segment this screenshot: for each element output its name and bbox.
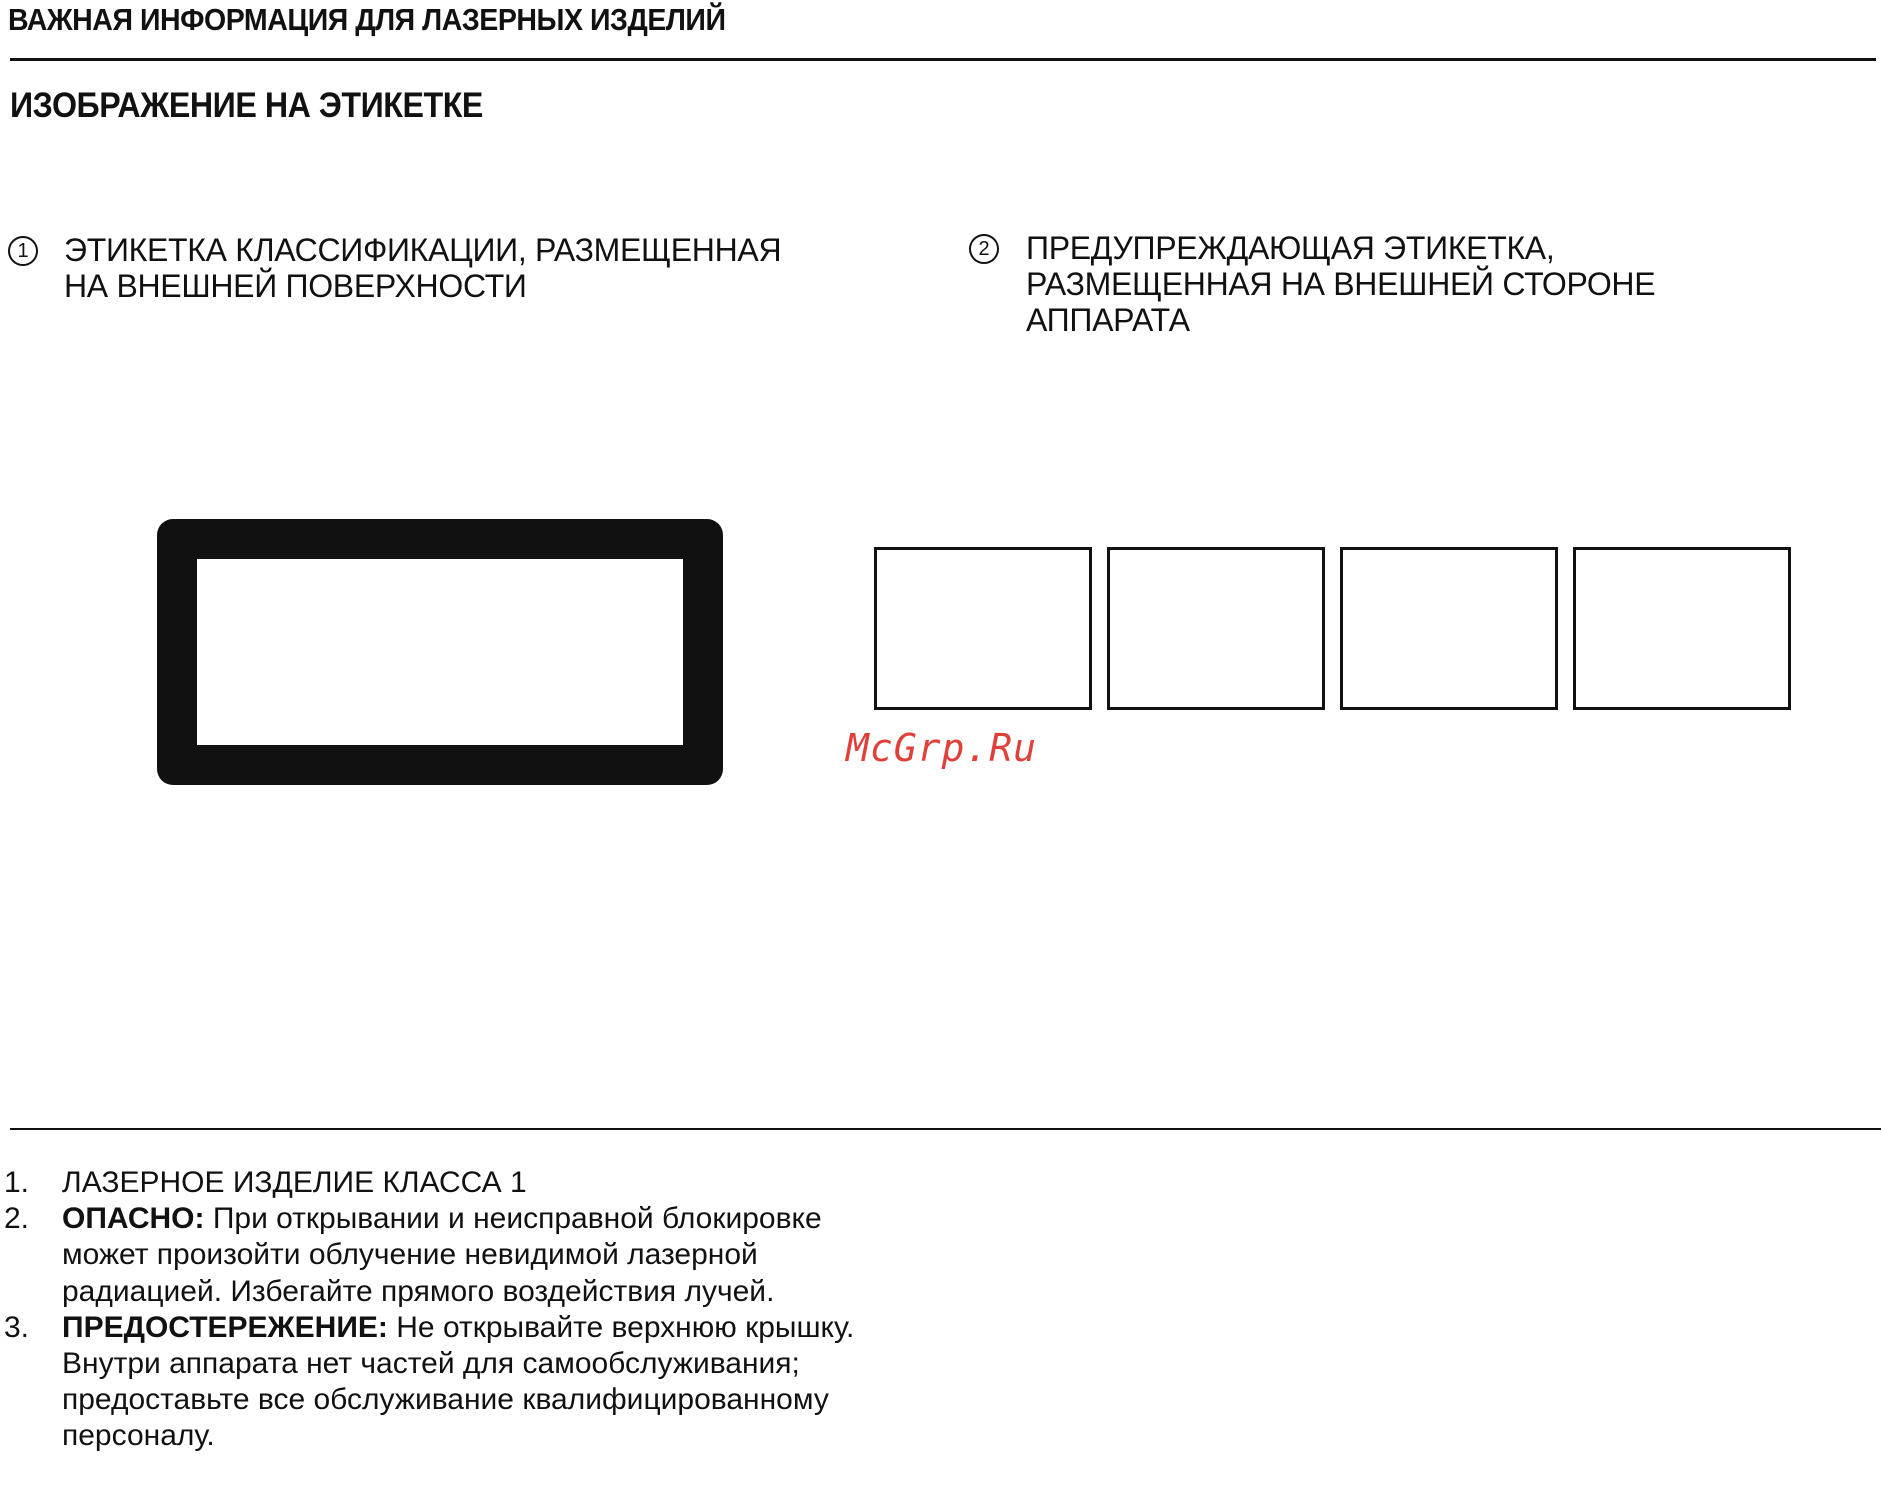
- label-1-caption: [64, 232, 781, 304]
- warning-label-panel-1: [874, 547, 1092, 710]
- header-divider: [10, 58, 1876, 61]
- section-title: ИЗОБРАЖЕНИЕ НА ЭТИКЕТКЕ: [10, 86, 483, 125]
- warning-label-panel-3: [1340, 547, 1558, 710]
- note-warning-keyword: ОПАСНО:: [62, 1202, 205, 1236]
- label-1-caption-line: ЭТИКЕТКА КЛАССИФИКАЦИИ, РАЗМЕЩЕННАЯ: [64, 232, 782, 268]
- note-text: Не открывайте верхнюю крышку. Внутри аппарата нет частей для самообслуживания; предоставьте все обслуживание квалифицированному персоналу.: [62, 1310, 855, 1453]
- page-header-title: ВАЖНАЯ ИНФОРМАЦИЯ ДЛЯ ЛАЗЕРНЫХ ИЗДЕЛИЙ: [8, 2, 726, 37]
- note-text: При открывании и неисправной блокировке может произойти облучение невидимой лазерной радиацией. Избегайте прямого воздействия лучей.: [62, 1202, 822, 1308]
- label-2-caption-line: ПРЕДУПРЕЖДАЮЩАЯ ЭТИКЕТКА,: [1026, 230, 1555, 266]
- circled-number-1: 1: [8, 236, 38, 266]
- warning-label-panel-2: [1107, 547, 1325, 710]
- note-item-3: [4, 1310, 904, 1455]
- note-number: 2.: [4, 1202, 30, 1236]
- label-2-caption-line: РАЗМЕЩЕННАЯ НА ВНЕШНЕЙ СТОРОНЕ: [1026, 266, 1656, 302]
- notes-divider: [10, 1128, 1881, 1130]
- circled-number-2: 2: [969, 234, 999, 264]
- note-caution-keyword: ПРЕДОСТЕРЕЖЕНИЕ:: [62, 1310, 388, 1344]
- notes-list: [4, 1165, 904, 1455]
- label-2-caption: [1026, 230, 1655, 338]
- label-2-caption-line: АППАРАТА: [1026, 302, 1190, 338]
- note-number: 3.: [4, 1310, 30, 1344]
- warning-label-panel-4: [1573, 547, 1791, 710]
- note-item-1: [4, 1165, 904, 1201]
- label-1-caption-line: НА ВНЕШНЕЙ ПОВЕРХНОСТИ: [64, 268, 527, 304]
- classification-label-frame: [157, 519, 723, 785]
- note-item-2: [4, 1201, 904, 1310]
- watermark: McGrp.Ru: [846, 726, 1038, 770]
- note-text: ЛАЗЕРНОЕ ИЗДЕЛИЕ КЛАССА 1: [62, 1166, 527, 1199]
- note-number: 1.: [4, 1166, 30, 1199]
